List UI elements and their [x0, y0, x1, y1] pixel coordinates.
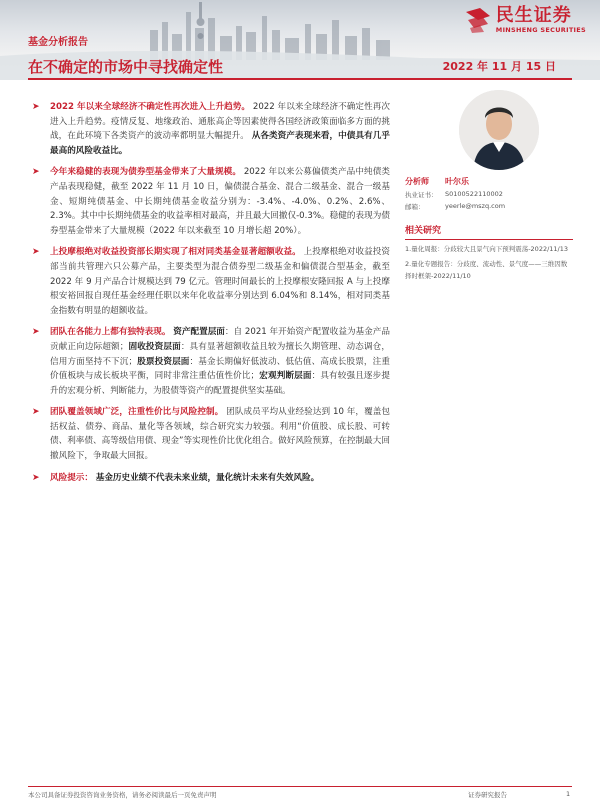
bullet-body: 上投摩根绝对收益投资部当前共管理六只公募产品，主要类型为混合债券型二级基金和偏债混合型基金，截至 2022 年 9 月产品合计规模达到 79 亿元。管理时间最长的上投摩根安隆回报 A 与上投摩根安裕回报自现任基金经理任职以来年化收益率分别达到 6.04%和 8.14%，相对同类基金指数有明显的超额收益。: [50, 247, 390, 316]
bullet-body: ：自 2021 年开始资产配置收益为基金产品贡献正向边际超额；: [50, 327, 390, 352]
bullet-body: 团队成员平均从业经验达到 10 年，覆盖包括权益、债券、商品、量化等各领域，综合研究实力较强。利用“价值股、成长股、可转债、利率债、高等级信用债、现金”等实现性价比优化组合。做好风险预算，在控制最大回撤风险下，争取最大回报。: [50, 407, 390, 462]
bullet-heading: 团队覆盖领域广泛，注重性价比与风险控制。: [50, 407, 224, 418]
email-row: [405, 202, 573, 211]
logo-chinese-text: 民生证券: [495, 5, 572, 26]
company-logo: [464, 6, 586, 34]
bullet-item: [28, 325, 390, 398]
related-research-title: 相关研究: [405, 223, 573, 240]
bullet-heading: 今年来稳健的表现为债券型基金带来了大量规模。: [50, 167, 242, 178]
bullet-arrow-icon: ➤: [32, 472, 40, 483]
related-research-item[interactable]: 1.量化周报：分歧较大且景气向下预判震荡-2022/11/13: [405, 245, 569, 253]
page-number: 1: [566, 790, 571, 798]
email-label: 邮箱：: [405, 203, 425, 211]
bullet-item: [28, 471, 390, 486]
bullet-arrow-icon: ➤: [32, 167, 40, 178]
report-type-label: 基金分析报告: [28, 37, 88, 48]
bullet-body: ：基金长期偏好低波动、低估值、高成长股票，注重价值板块与成长板块平衡，同时非常注重估值性价比；: [50, 356, 390, 382]
analyst-row: [405, 176, 573, 187]
cert-row: [405, 190, 573, 199]
logo-mark-icon: [464, 6, 492, 34]
email-link[interactable]: yeerle@mszq.com: [445, 202, 506, 210]
page-title: 在不确定的市场中寻找确定性: [28, 58, 224, 76]
footer-disclaimer: 本公司具备证券投资咨询业务资格，请务必阅读最后一页免责声明: [28, 791, 217, 799]
risk-warning-heading: 风险提示：: [50, 472, 93, 483]
sidebar: [405, 90, 573, 282]
bullet-conclusion: 从各类资产表现来看，中债具有几乎最高的风险收益比。: [50, 131, 390, 156]
bullet-arrow-icon: ➤: [32, 102, 40, 112]
footer-section: 证券研究报告: [468, 791, 507, 799]
bullet-subheading: 资产配置层面: [173, 327, 225, 338]
bullet-body: 2022 年以来全球经济不确定性再次进入上升趋势。疫情反复、地缘政治、通胀高企等因素使得各国经济政策面临多方面的挑战，在此环境下各类资产的波动率都明显大幅提升。: [50, 102, 390, 142]
analyst-avatar: [459, 90, 539, 170]
cert-label: 执业证书：: [405, 191, 438, 199]
risk-warning-text: 基金历史业绩不代表未来业绩，量化统计未来有失效风险。: [95, 472, 320, 483]
bullet-body: ：具有较强且逐步提升的宏观分析、判断能力，为股债等资产的配置提供坚实基础。: [50, 371, 390, 396]
bullet-heading: 上投摩根绝对收益投资部长期实现了相对同类基金显著超额收益。: [50, 247, 301, 258]
analyst-label: 分析师: [405, 177, 429, 186]
bullet-heading: 2022 年以来全球经济不确定性再次进入上升趋势。: [50, 102, 251, 112]
bullet-subheading: 固收投资层面: [128, 341, 181, 352]
title-divider: [28, 78, 572, 80]
report-date: 2022 年 11 月 15 日: [442, 60, 556, 73]
header-banner: [0, 0, 600, 80]
bullet-arrow-icon: ➤: [32, 407, 40, 418]
bullet-subheading: 宏观判断层面: [259, 371, 312, 382]
summary-bullets: [28, 100, 390, 492]
bullet-item: [28, 100, 390, 158]
bullet-item: [28, 245, 390, 318]
bullet-body: 2022 年以来公募偏债类产品中纯债类产品表现稳健，截至 2022 年 11 月 10 日，偏债混合基金、混合二级基金、混合一级基金、短期纯债基金、中长期纯债基金收益分别为：-3.4%、-4.0%、0.2%、2.6%、2.3%。其中中长期纯债基金的收益率相对最高，并且最大回撤仅-0.3%。稳健的表现为债券型基金带来了大量规模（2022 年以来截至 10 月增长超 20%）。: [50, 167, 390, 236]
analyst-portrait-icon: [459, 90, 539, 170]
bullet-subheading: 股票投资层面: [137, 356, 190, 367]
bullet-item: [28, 405, 390, 463]
footer-divider: [28, 786, 572, 787]
bullet-heading: 团队在各能力上都有独特表现。: [50, 327, 171, 338]
analyst-name: 叶尔乐: [445, 177, 469, 186]
logo-english-text: MINSHENG SECURITIES: [495, 26, 586, 34]
related-research-item[interactable]: 2.量化专题报告：分歧度、流动性、景气度——三维因数择时框架-2022/11/10: [405, 260, 568, 280]
cert-number: S0100522110002: [445, 190, 503, 198]
bullet-body: ：具有显著超额收益且较为擅长久期管理、动态调仓，信用方面坚持不下沉；: [50, 341, 390, 367]
bullet-arrow-icon: ➤: [32, 327, 40, 338]
bullet-arrow-icon: ➤: [32, 247, 40, 258]
bullet-item: [28, 165, 390, 238]
